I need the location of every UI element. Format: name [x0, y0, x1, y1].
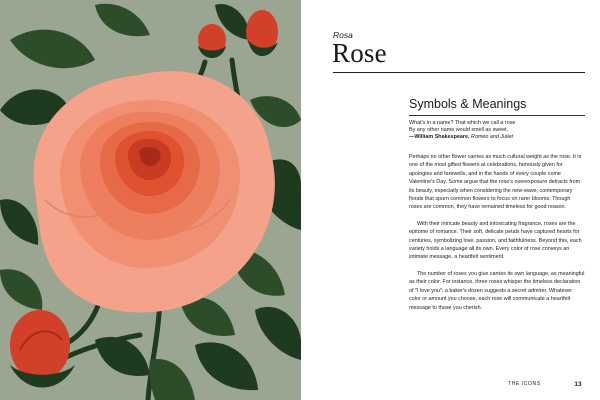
- body-paragraph: Perhaps no other flower carries as much cultural weight as the rose. It is one of the most gifted flowers at celebrations, famously given for apologies and farewells, and in the hands of every couple come Valentine's Day. Some argue that the rose's overexposure detracts from its beauty, especially when considering the new-wave, contemporary florals that spurn common flowers to focus on rarer blooms. Though roses are common, they have remained timeless for good reason.: [409, 154, 582, 211]
- epigraph-line: By any other name would smell as sweet.: [409, 127, 509, 134]
- body-paragraph: With their intricate beauty and intoxicating fragrance, roses are the epitome of romance. Their soft, delicate petals have captured hearts for centuries, symbolizing love, passion, and faithfulness. Beyond this, each variety holds a language all its own. Every color of rose conveys an intimate message, a heartfelt sentiment.: [409, 220, 582, 261]
- rose-bud-top-center: [198, 24, 226, 58]
- epigraph-attribution: [409, 134, 585, 141]
- section-heading: Symbols & Meanings: [409, 97, 527, 111]
- running-footer: THE ICONS: [508, 381, 541, 387]
- title-divider: [333, 72, 585, 73]
- latin-name: Rosa: [333, 30, 353, 40]
- page-number: 13: [574, 381, 582, 388]
- epigraph: [409, 120, 585, 142]
- attribution-work: Romeo and Juliet: [470, 134, 513, 141]
- page-title: Rose: [332, 38, 387, 68]
- section-divider: [409, 115, 585, 116]
- epigraph-line: What's in a name? That which we call a rose: [409, 120, 516, 126]
- body-paragraph: The number of roses you give carries its own language, as meaningful as their color. For instance, three roses whisper the timeless declaration of "I love you"; a baker's dozen suggests a secret admirer. Whatever color or amount you choose, each rose will communicate a heartfelt message to those you cherish.: [409, 270, 585, 311]
- body-text: [409, 153, 585, 320]
- attribution-author: —William Shakespeare,: [409, 134, 471, 141]
